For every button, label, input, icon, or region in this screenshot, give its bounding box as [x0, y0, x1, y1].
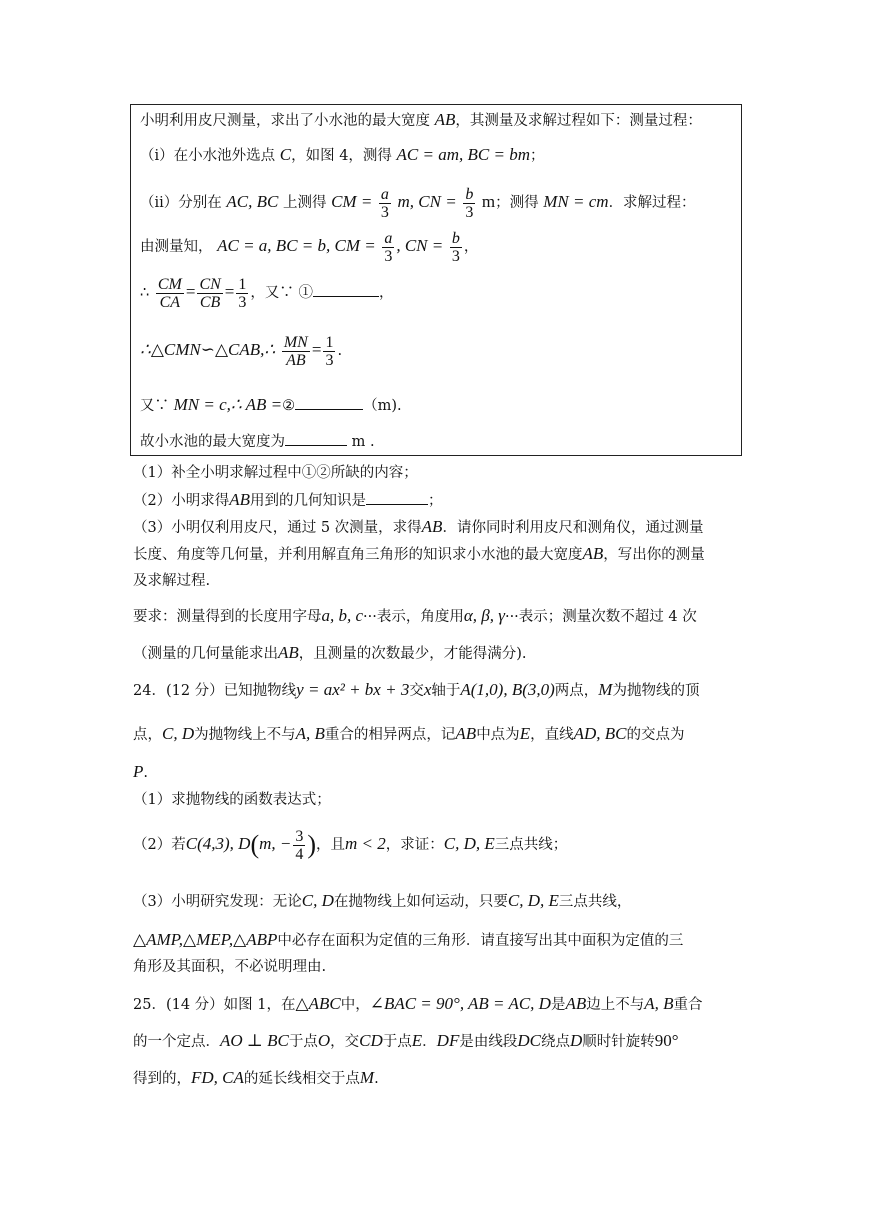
step2-tail: ；测得 [495, 195, 539, 211]
solve1-prefix: 由测量知， [140, 239, 213, 255]
math-acbc: AC, BC [226, 192, 279, 211]
step1-mid: ，如图 4，测得 [291, 148, 392, 164]
fraction-1-3: $\frac{1}{3}$ [238, 275, 247, 311]
again-unit: （m). [363, 398, 402, 414]
step2-end: ．求解过程： [608, 195, 696, 211]
q24-sub3-line3: 角形及其面积，不必说明理由. [133, 959, 327, 975]
fraction-b-over-3: $\frac{b}{3}$ [465, 185, 474, 221]
step1-prefix: （ⅰ）在小水池外选点 [140, 148, 276, 164]
solve1-end: ， [463, 239, 479, 255]
q25-line3: 得到的，FD, CA的延长线相交于点M. [133, 1068, 379, 1087]
q23-part2: （2）小明求得AB用到的几何知识是 ； [133, 490, 443, 509]
fraction-a-over-3: $\frac{a}{3}$ [380, 185, 389, 221]
box-ratio-line: ∴ $\frac{CM}{CA}$ = $\frac{CN}{CB}$ = $\frac{1}{3}$ ，又∵ ① ， [140, 275, 394, 311]
circle-2: ② [282, 398, 296, 414]
step2-prefix: （ⅱ）分别在 [140, 195, 222, 211]
box-solve1-line [140, 226, 478, 266]
math-c: C [279, 145, 292, 164]
q23-part3-line2: 长度、角度等几何量，并利用解直角三角形的知识求小水池的最大宽度AB，写出你的测量 [133, 544, 705, 563]
math-cm: CM = [331, 192, 373, 211]
box-final-line [140, 431, 375, 452]
blank-1[interactable] [313, 282, 379, 297]
q23-part3-line1: （3）小明仅利用皮尺，通过 5 次测量，求得AB．请你同时利用皮尺和测角仪，通过测量 [133, 517, 704, 536]
q23-part3-line3: 及求解过程. [133, 573, 211, 589]
ratio-tail: ，又∵ ① [250, 285, 313, 301]
q24-sub3-line1: （3）小明研究发现：无论C, D在抛物线上如何运动，只要C, D, E三点共线， [133, 891, 632, 910]
box-intro-line [140, 110, 702, 131]
fraction-cm-ca: $\frac{CM}{CA}$ [157, 275, 182, 311]
math-mcn: m, CN = [397, 192, 457, 211]
fraction-a-over-3-b: $\frac{a}{3}$ [384, 229, 393, 265]
q24-line2: 点，C, D为抛物线上不与A, B重合的相异两点，记AB中点为E，直线AD, BC的交点为 [133, 724, 685, 743]
box-step2-line [140, 182, 696, 222]
math-ab: AB [434, 110, 456, 129]
box-similar-line: ∴△CMN∽△CAB,∴ $\frac{MN}{AB}$ = $\frac{1}{3}$ . [140, 333, 343, 369]
math-mn: MN = cm [543, 192, 609, 211]
q23-requirement-line2: （测量的几何量能求出AB，且测量的次数最少，才能得满分). [133, 643, 527, 662]
math-again-eq: MN = c,∴ AB = [173, 395, 283, 414]
math-cn: , CN = [396, 236, 444, 255]
sim-end: . [337, 343, 343, 359]
q24-line3: P. [133, 762, 148, 781]
q24-sub2: （2）若C(4,3), D(m, − $\frac{3}{4}$ )，且m < 2，求证：C, D, E三点共线； [133, 827, 568, 863]
q23-part1: （1）补全小明求解过程中①②所缺的内容； [133, 465, 418, 481]
math-solve1-eq: AC = a, BC = b, CM = [217, 236, 376, 255]
fraction-cn-cb: $\frac{CN}{CB}$ [199, 275, 221, 311]
q25-line1: 25．(14 分）如图 1，在△ABC中，∠BAC = 90°, AB = AC, D是AB边上不与A, B重合 [133, 994, 703, 1013]
step2-mid: 上测得 [282, 195, 327, 211]
fraction-mn-ab: $\frac{MN}{AB}$ [283, 333, 308, 369]
q24-line1: 24．(12 分）已知抛物线y = ax² + bx + 3交x轴于A(1,0), B(3,0)两点，M为抛物线的顶 [133, 680, 700, 699]
q24-sub3-line2: △AMP,△MEP,△ABP中必存在面积为定值的三角形．请直接写出其中面积为定值的三 [133, 930, 684, 949]
unit-m: m [481, 192, 496, 211]
fraction-3-4: $\frac{3}{4}$ [295, 827, 304, 863]
intro-tail: ，其测量及求解过程如下：测量过程： [455, 113, 702, 129]
again-text: 又∵ [140, 398, 169, 414]
ratio-end: ， [378, 285, 394, 301]
fraction-1-3-b: $\frac{1}{3}$ [325, 333, 334, 369]
box-again-line [140, 395, 402, 416]
intro-text: 小明利用皮尺测量，求出了小水池的最大宽度 [140, 113, 430, 129]
q25-line2: 的一个定点．AO ⊥ BC于点O，交CD于点E．DF是由线段DC绕点D顺时针旋转90° [133, 1031, 679, 1050]
final-unit: m . [351, 434, 375, 450]
step1-end: ； [530, 148, 545, 164]
math-step1-eq: AC = am, BC = bm [396, 145, 530, 164]
q23-requirement-line1: 要求：测量得到的长度用字母a, b, c···表示，角度用α, β, γ···表示；测量次数不超过 4 次 [133, 606, 697, 625]
math-similar: ∴△CMN∽△CAB,∴ [140, 340, 276, 359]
final-text: 故小水池的最大宽度为 [140, 434, 285, 450]
blank-2[interactable] [295, 395, 363, 410]
fraction-b-over-3-b: $\frac{b}{3}$ [451, 229, 460, 265]
blank-3[interactable] [285, 431, 347, 446]
therefore-sign: ∴ [140, 285, 150, 301]
blank-4[interactable] [366, 490, 428, 505]
q24-sub1: （1）求抛物线的函数表达式； [133, 792, 331, 808]
box-step1-line [140, 145, 545, 166]
